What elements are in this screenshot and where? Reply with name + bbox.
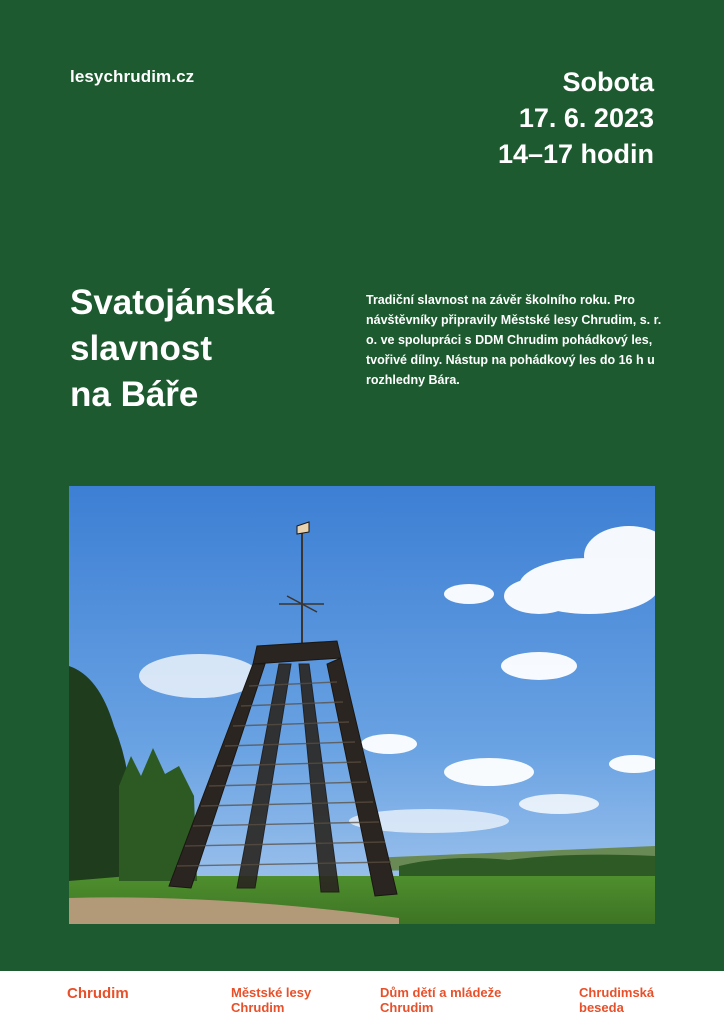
photo-illustration [69,486,655,924]
logo-mestske-lesy [231,985,311,1015]
event-datetime [498,64,654,172]
logo-beseda-line-2: beseda [579,1000,624,1015]
logo-lesy-line-1: Městské lesy [231,985,312,1000]
website-url[interactable]: lesychrudim.cz [70,67,195,86]
logo-chrudimska-beseda [579,985,654,1015]
event-day: Sobota [562,67,654,97]
title-line-2: slavnost [70,329,212,368]
event-date: 17. 6. 2023 [518,103,654,133]
logo-lesy-line-2: Chrudim [231,1000,285,1015]
event-description: Tradiční slavnost na závěr školního roku. Pro návštěvníky připravily Městské lesy Chrudim, s. r. o. ve spolupráci s DDM Chrudim pohádkový les, tvořivé dílny. Nástup na pohádkový les do 16 h u rozhledny Bára. [366,293,662,387]
logo-ddm-line-2: Chrudim [380,1000,434,1015]
lookout-tower-photo [69,486,655,924]
title-line-3: na Báře [70,375,199,414]
logo-beseda-line-1: Chrudimská [579,985,655,1000]
logo-ddm-line-1: Dům dětí a mládeže [380,985,502,1000]
event-title [70,280,350,418]
logo-ddm [380,985,501,1015]
footer-logos [0,971,724,1024]
event-time: 14–17 hodin [497,139,654,169]
logo-chrudim: Chrudim [67,985,129,1002]
title-line-1: Svatojánská [70,283,275,322]
